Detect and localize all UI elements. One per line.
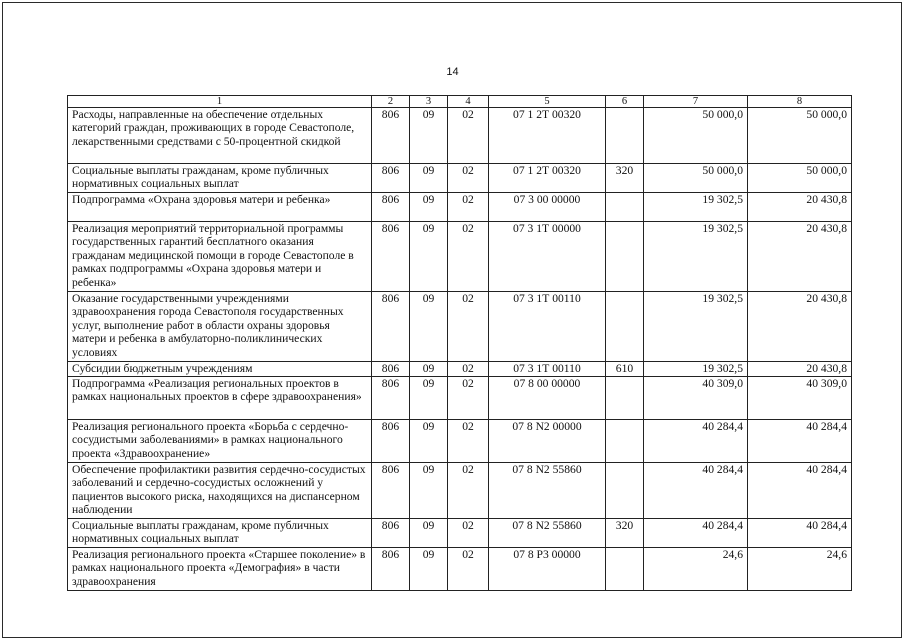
cell-col3: 09 (410, 292, 448, 362)
row-name-cell: Оказание государственными учреждениями здравоохранения города Севастополя государственных услуг, выполнение работ в области охраны здоровья матери и ребенка в амбулаторно-поликлинических условиях (68, 292, 372, 362)
cell-col2: 806 (372, 463, 410, 519)
row-name-cell: Подпрограмма «Реализация региональных проектов в рамках национальных проектов в сфере здравоохранения» (68, 377, 372, 420)
cell-col4: 02 (448, 108, 489, 164)
cell-col8: 40 284,4 (748, 519, 852, 548)
cell-col7: 19 302,5 (644, 292, 748, 362)
cell-col5: 07 3 1Т 00110 (489, 362, 606, 377)
header-cell: 3 (410, 96, 448, 108)
cell-col7: 19 302,5 (644, 222, 748, 292)
table-row (68, 377, 852, 420)
cell-col4: 02 (448, 292, 489, 362)
cell-col2: 806 (372, 519, 410, 548)
cell-col4: 02 (448, 420, 489, 463)
table-row (68, 193, 852, 222)
cell-col4: 02 (448, 377, 489, 420)
cell-col3: 09 (410, 362, 448, 377)
table-row (68, 463, 852, 519)
cell-col8: 40 284,4 (748, 420, 852, 463)
cell-col3: 09 (410, 193, 448, 222)
cell-col5: 07 8 N2 00000 (489, 420, 606, 463)
cell-col6: 320 (606, 164, 644, 193)
cell-col8: 20 430,8 (748, 292, 852, 362)
cell-col2: 806 (372, 377, 410, 420)
table-row (68, 362, 852, 377)
cell-col5: 07 8 N2 55860 (489, 463, 606, 519)
row-name-cell: Социальные выплаты гражданам, кроме публичных нормативных социальных выплат (68, 519, 372, 548)
cell-col5: 07 3 1Т 00110 (489, 292, 606, 362)
cell-col6 (606, 377, 644, 420)
header-cell: 1 (68, 96, 372, 108)
cell-col8: 24,6 (748, 548, 852, 591)
page-number: 14 (446, 66, 459, 78)
table-header-row (68, 96, 852, 108)
table-row (68, 108, 852, 164)
cell-col2: 806 (372, 193, 410, 222)
cell-col3: 09 (410, 377, 448, 420)
cell-col6 (606, 420, 644, 463)
cell-col3: 09 (410, 108, 448, 164)
cell-col8: 50 000,0 (748, 164, 852, 193)
cell-col8: 40 309,0 (748, 377, 852, 420)
header-cell: 6 (606, 96, 644, 108)
cell-col7: 40 284,4 (644, 420, 748, 463)
cell-col7: 50 000,0 (644, 164, 748, 193)
cell-col2: 806 (372, 362, 410, 377)
cell-col2: 806 (372, 222, 410, 292)
header-cell: 8 (748, 96, 852, 108)
cell-col7: 40 284,4 (644, 463, 748, 519)
cell-col5: 07 3 1Т 00000 (489, 222, 606, 292)
cell-col6 (606, 463, 644, 519)
row-name-cell: Реализация мероприятий территориальной программы государственных гарантий бесплатного оказания гражданам медицинской помощи в городе Севастополе в рамках подпрограммы «Охрана здоровья матери и ребенка» (68, 222, 372, 292)
cell-col4: 02 (448, 362, 489, 377)
table-row (68, 420, 852, 463)
header-cell: 5 (489, 96, 606, 108)
row-name-cell: Социальные выплаты гражданам, кроме публичных нормативных социальных выплат (68, 164, 372, 193)
cell-col7: 50 000,0 (644, 108, 748, 164)
table-row (68, 292, 852, 362)
cell-col6 (606, 222, 644, 292)
cell-col4: 02 (448, 548, 489, 591)
cell-col7: 24,6 (644, 548, 748, 591)
cell-col2: 806 (372, 292, 410, 362)
cell-col2: 806 (372, 164, 410, 193)
table-row (68, 222, 852, 292)
table-row (68, 164, 852, 193)
cell-col5: 07 3 00 00000 (489, 193, 606, 222)
header-cell: 2 (372, 96, 410, 108)
cell-col5: 07 8 Р3 00000 (489, 548, 606, 591)
cell-col6 (606, 548, 644, 591)
cell-col8: 50 000,0 (748, 108, 852, 164)
cell-col4: 02 (448, 463, 489, 519)
cell-col2: 806 (372, 548, 410, 591)
cell-col6 (606, 193, 644, 222)
cell-col4: 02 (448, 193, 489, 222)
cell-col8: 40 284,4 (748, 463, 852, 519)
cell-col7: 19 302,5 (644, 362, 748, 377)
cell-col2: 806 (372, 108, 410, 164)
table-row (68, 519, 852, 548)
row-name-cell: Субсидии бюджетным учреждениям (68, 362, 372, 377)
row-name-cell: Реализация регионального проекта «Старшее поколение» в рамках национального проекта «Демография» в части здравоохранения (68, 548, 372, 591)
cell-col4: 02 (448, 222, 489, 292)
row-name-cell: Реализация регионального проекта «Борьба с сердечно-сосудистыми заболеваниями» в рамках национального проекта «Здравоохранение» (68, 420, 372, 463)
cell-col5: 07 8 N2 55860 (489, 519, 606, 548)
cell-col6 (606, 108, 644, 164)
row-name-cell: Обеспечение профилактики развития сердечно-сосудистых заболеваний и сердечно-сосудистых осложнений у пациентов высокого риска, находящихся на диспансерном наблюдении (68, 463, 372, 519)
cell-col5: 07 8 00 00000 (489, 377, 606, 420)
cell-col3: 09 (410, 548, 448, 591)
cell-col7: 19 302,5 (644, 193, 748, 222)
cell-col3: 09 (410, 463, 448, 519)
cell-col5: 07 1 2Т 00320 (489, 108, 606, 164)
cell-col6 (606, 292, 644, 362)
cell-col2: 806 (372, 420, 410, 463)
table-row (68, 548, 852, 591)
budget-table (67, 95, 852, 591)
cell-col5: 07 1 2Т 00320 (489, 164, 606, 193)
cell-col6: 610 (606, 362, 644, 377)
cell-col8: 20 430,8 (748, 362, 852, 377)
row-name-cell: Подпрограмма «Охрана здоровья матери и ребенка» (68, 193, 372, 222)
cell-col4: 02 (448, 519, 489, 548)
row-name-cell: Расходы, направленные на обеспечение отдельных категорий граждан, проживающих в городе Севастополе, лекарственными средствами с 50-процентной скидкой (68, 108, 372, 164)
cell-col3: 09 (410, 519, 448, 548)
cell-col3: 09 (410, 420, 448, 463)
header-cell: 7 (644, 96, 748, 108)
cell-col3: 09 (410, 222, 448, 292)
cell-col6: 320 (606, 519, 644, 548)
cell-col8: 20 430,8 (748, 193, 852, 222)
header-cell: 4 (448, 96, 489, 108)
cell-col7: 40 284,4 (644, 519, 748, 548)
cell-col8: 20 430,8 (748, 222, 852, 292)
cell-col4: 02 (448, 164, 489, 193)
cell-col7: 40 309,0 (644, 377, 748, 420)
cell-col3: 09 (410, 164, 448, 193)
